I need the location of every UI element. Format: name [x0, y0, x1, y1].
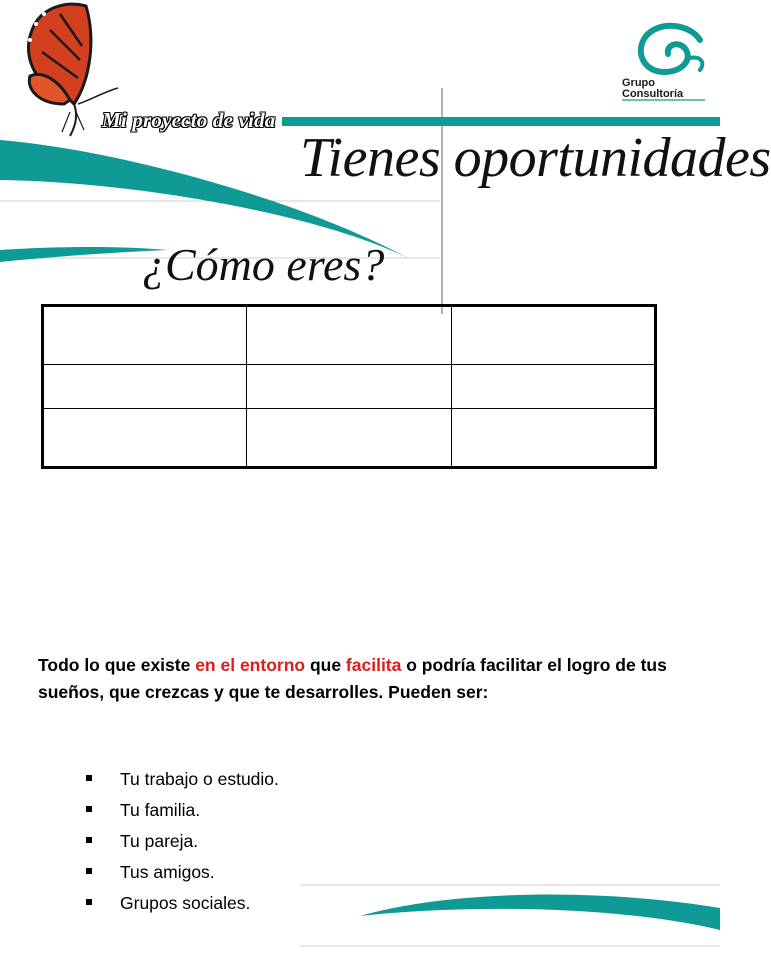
table-cell	[451, 409, 655, 468]
square-bullet-icon	[86, 899, 92, 905]
highlight-entorno: en el entorno	[195, 655, 306, 675]
table-cell	[451, 364, 655, 408]
table-cell	[451, 306, 655, 365]
presentation-subtitle: Mi proyecto de vida	[102, 108, 276, 132]
table-cell	[247, 409, 451, 468]
square-bullet-icon	[86, 868, 92, 874]
highlight-facilita: facilita	[345, 655, 402, 675]
table-cell	[247, 306, 451, 365]
body-paragraph	[38, 652, 698, 706]
logo-line-2: Consultoría	[622, 88, 684, 100]
square-bullet-icon	[86, 837, 92, 843]
paragraph-text: que	[305, 655, 346, 675]
list-item	[86, 826, 279, 857]
logo-line-1: Grupo	[622, 77, 655, 89]
list-item-text: Tus amigos.	[120, 862, 215, 882]
paragraph-text: o podría facilitar el logro de tus sueños, que crezcas y que te desarrolles. Pueden ser:	[38, 655, 667, 702]
list-item-text: Tu pareja.	[120, 831, 199, 851]
list-item-text: Tu familia.	[120, 800, 201, 820]
opportunities-list	[86, 764, 279, 919]
list-item	[86, 795, 279, 826]
list-item	[86, 764, 279, 795]
paragraph-text: Todo lo que existe	[38, 655, 196, 675]
section-question: ¿Cómo eres?	[142, 239, 385, 290]
table-row	[43, 306, 656, 365]
empty-grid-table	[41, 304, 657, 469]
table-cell	[43, 306, 247, 365]
logo-text	[622, 78, 683, 100]
square-bullet-icon	[86, 775, 92, 781]
teal-swoosh-bottom	[360, 895, 720, 930]
table-cell	[247, 364, 451, 408]
square-bullet-icon	[86, 806, 92, 812]
table-row	[43, 364, 656, 408]
list-item-text: Grupos sociales.	[120, 893, 251, 913]
slide-title: Tienes oportunidades	[300, 127, 771, 189]
list-item	[86, 857, 279, 888]
table-cell	[43, 364, 247, 408]
list-item	[86, 888, 279, 919]
table-row	[43, 409, 656, 468]
teal-header-bar	[282, 117, 720, 126]
table-cell	[43, 409, 247, 468]
list-item-text: Tu trabajo o estudio.	[120, 769, 279, 789]
